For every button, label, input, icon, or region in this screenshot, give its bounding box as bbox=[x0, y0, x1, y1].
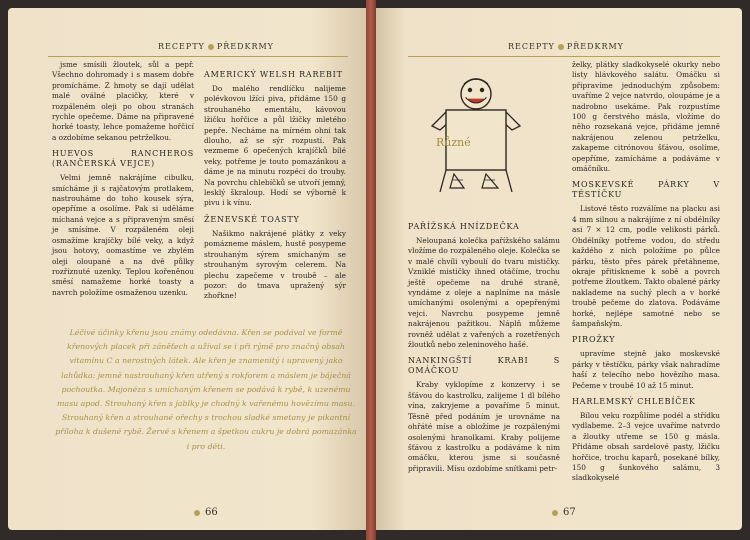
paragraph: želky, plátky sladkokyselé okurky nebo listy hlávkového salátu. Omáčku si připravíme jednoduchým způsobem: uvaříme 2 vejce natvrdo, oloupáme je a nadrobno usekáme. Pak rozpustíme 100 g čerstvého másla, vložíme do něho rozsekaná vejce, přidáme jemně nakrájenou zelenou petrželku, zakapeme citrónovou šťávou, osolíme, opepříme, zamícháme a podáváme v omáčníku. bbox=[572, 60, 720, 174]
recipe-title: HARLEMSKÝ CHLEBÍČEK bbox=[572, 396, 696, 406]
right-column-1 bbox=[408, 216, 560, 474]
recipe-text: Do malého rendlíčku nalijeme polévkovou lžíci piva, přidáme 150 g strouhaného ementálu, kávovou lžičku hořčice a půl lžičky mletého pepře. Necháme na mírném ohni tak dlouho, až se sýr rozpustí. Pak vezmeme 6 opečených krajíčků bílé veky, potřeme je touto pomazánkou a dáme je na minutu rozpéci do trouby. Na povrchu chlebíčků se utvoří jemný, lesklý škraloup. Hodí se výborně k pivu i k vínu. bbox=[204, 84, 346, 208]
horseradish-quote: Léčivé účinky křenu jsou známy odedávna. Křen se podával ve formě křenových placek při záněťech a užíval se i při rýmě pro značný obsah vitamínu C a nerostných látek. Ale křen je znamenitý i upravený jako lahůdka: jemně nastrouhaný křen utřený s rokforem a máslem je báječná pochoutka. Majonéza s umíchaným křenem se podává k rybě, k uzenému masu apod. Strouhaný křen s jablky je chodný k vařenému hovězímu masu. Strouhaný křen a strouhané ořechy s trochou sladké smetany je pikantní příloha k dušené rybě. Žervé s křenem a špetkou cukru je dobrá pomazánka i pro děti. bbox=[55, 328, 357, 451]
recipe-title: PIROŽKY bbox=[572, 335, 616, 345]
running-head-section: RECEPTY bbox=[158, 42, 205, 51]
recipe-text: Listové těsto rozválíme na placku asi 4 mm silnou a nakrájíme z ní obdélníky asi 7 × 12 cm, podle velikosti párků. Obdélníky potřeme vodou, do středu každého z nich položíme po půlce párku, těsto přes párek přetáhneme, okraje přitiskneme k sobě a povrch potřeme žloutkem. Takto obalené párky naklademe na suchý plech a v horké troubě pečeme do zlatova. Podáváme horké, nejlépe samotné nebo se šampaňským. bbox=[572, 204, 720, 328]
header-rule bbox=[408, 56, 720, 57]
running-head bbox=[508, 42, 624, 51]
recipe-title: PAŘÍŽSKÁ HNÍZDEČKA bbox=[408, 222, 520, 231]
recipe-title: HUEVOS RANCHEROS (RANČERSKÁ VEJCE) bbox=[52, 149, 194, 169]
recipe-text: Našikmo nakrájené plátky z veky pomázneme máslem, hustě posypeme strouhaným sýrem smíchaným se strouhaným syrovým celerem. Na plechu zapečeme v troubě – ale pozor: do tmava upražený sýr zhořkne! bbox=[204, 228, 346, 301]
illustration-label: Různé bbox=[436, 136, 471, 149]
recipe-title: ŽENEVSKÉ TOASTY bbox=[204, 214, 300, 224]
recipe-text: Bílou veku rozpůlíme podél a střídku vydlabeme. 2–3 vejce uvaříme natvrdo a žloutky utřeme se 150 g másla. Přidáme obsah sardelové pasty, lžičku hořčice, trochu kaparů, posekané bílky, 150 g šunkového salámu, 3 sladkokyselé bbox=[572, 410, 720, 483]
left-column-1 bbox=[52, 60, 194, 298]
running-head-section: RECEPTY bbox=[508, 42, 555, 51]
book-spine bbox=[366, 0, 376, 540]
ornament-dot bbox=[208, 44, 214, 50]
page-number: 67 bbox=[563, 507, 576, 518]
recipe-text: Kraby vyklopíme z konzervy i se šťávou do kastrolku, zalijeme 1 dl bílého vína, zakryjeme a povaříme 5 minut. Těsně před podáním je urovnáme na ohřáté míse a obložíme je rozpálenými osolenými hranolkami. Kraby polijeme šťávou z kastrolku a podáváme k nim omáčku, kterou jsme si současně připravili. Mísu ozdobíme snítkami petr- bbox=[408, 380, 560, 473]
recipe-title: NANKINGŠTÍ KRABI S OMÁČKOU bbox=[408, 356, 560, 376]
paragraph: jsme smísili žloutek, sůl a pepř. Všechno dohromady i s masem dobře promícháme. Z hmoty se dají udělat malé oválné placičky, které v rozpáleném oleji po obou stranách rychle opečeme. Dáme na připravené horké toasty, lehce pomažeme hořčicí a ozdobíme sekanou petrželkou. bbox=[52, 60, 194, 142]
running-head bbox=[158, 42, 274, 51]
ornament-dot bbox=[552, 510, 558, 516]
left-column-2 bbox=[204, 64, 346, 302]
right-page bbox=[376, 8, 742, 530]
right-column-2 bbox=[572, 60, 720, 484]
page-number-left bbox=[194, 507, 218, 518]
ornament-dot bbox=[558, 44, 564, 50]
ornament-dot bbox=[194, 510, 200, 516]
recipe-text: Neloupaná kolečka pařížského salámu vložíme do rozpáleného oleje. Kolečka se v malé chvíli vyboulí do tvaru mističky. Vzniklé mističky ihned otáčíme, trochu ještě opečeme na druhé straně, vyndáme z oleje a naplníme na másle umíchanými osolenými a opepřenými vejci. Navrchu posypeme jemně nakrájenou pažitkou. Náplň můžeme rovněž udělat z vařených a rozetřených žloutků nebo zeleninového hašé. bbox=[408, 236, 560, 350]
recipe-text: Velmi jemně nakrájíme cibulku, smícháme ji s rajčatovým protlakem, nastrouháme do toho kousek sýra, opepříme a osolíme. Pak si uděláme míchaná vejce a s připraveným směsí je smísíme. V rozpáleném oleji osmažíme krajíčky bílé veky, a když jsou hotovy, oomastíme ve zbylém oleji oloupané a na dvě půlky rozříznuté uzenky. Teplou kořeněnou směsí namažeme horké toasty a navrch položíme osmaženou uzenku. bbox=[52, 173, 194, 297]
recipe-title: AMERICKÝ WELSH RAREBIT bbox=[204, 70, 343, 79]
page-number-right bbox=[552, 507, 576, 518]
running-head-subsection: PŘEDKRMY bbox=[216, 42, 274, 51]
left-page bbox=[8, 8, 366, 530]
recipe-text: upravíme stejně jako moskevské párky v těstíčku, párky však nahradíme haší z telecího nebo hovězího masa. Pečeme v troubě 10 až 15 minut. bbox=[572, 349, 720, 390]
running-head-subsection: PŘEDKRMY bbox=[566, 42, 624, 51]
page-number: 66 bbox=[205, 507, 218, 518]
header-rule bbox=[48, 56, 348, 57]
recipe-title: MOSKEVSKÉ PÁRKY V TĚSTÍČKU bbox=[572, 180, 720, 200]
